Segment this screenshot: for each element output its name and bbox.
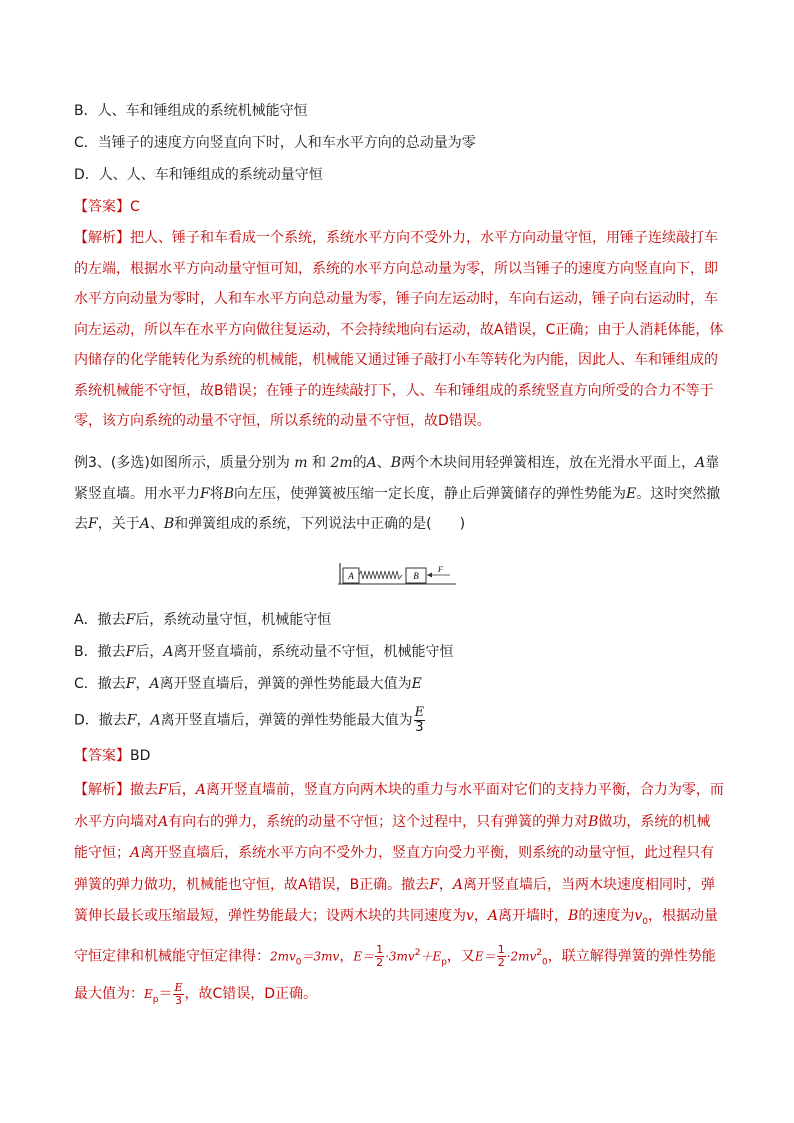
var-a: A	[158, 813, 169, 830]
fraction-e-over-3	[173, 982, 183, 1007]
analysis-text: 守恒定律和机械能守恒定律得：	[74, 948, 270, 965]
subscript: p	[152, 995, 159, 1006]
answer-2	[74, 746, 150, 766]
var-e: E	[411, 676, 422, 692]
fraction-denominator: 2	[497, 956, 505, 970]
answer-label: 【答案】	[74, 748, 130, 764]
spring	[359, 571, 402, 579]
analysis-text: ，根据动量	[648, 908, 718, 924]
option-text: ，	[135, 676, 150, 692]
option-text: C．撤去	[74, 676, 126, 692]
stem-text: 、	[376, 455, 391, 471]
fraction-e-over-3	[414, 706, 426, 735]
var-a: A	[366, 455, 377, 471]
analysis-text: 后，	[167, 782, 196, 798]
analysis-text: 撤去	[130, 782, 158, 798]
analysis-2	[74, 775, 724, 1017]
var-f: F	[125, 644, 136, 660]
fraction-denominator: 3	[415, 720, 424, 735]
stem-text: 和	[312, 455, 327, 471]
var-f: F	[200, 485, 210, 502]
fraction-denominator: 3	[175, 993, 182, 1007]
equation-momentum: 2mv	[270, 949, 296, 964]
var-b: B	[390, 455, 402, 471]
option-c: C．当锤子的速度方向竖直向下时，人和车水平方向的总动量为零	[74, 135, 476, 151]
analysis-text: ，联立解得弹簧的弹性势能最大	[74, 948, 716, 1003]
analysis-1	[74, 223, 724, 437]
equation-momentum: ＝3mv	[301, 949, 340, 964]
var-v0: v	[634, 908, 643, 924]
var-a: A	[487, 908, 499, 924]
var-f: F	[126, 712, 137, 729]
stem-text: 两个木块间用轻弹簧相连，放在光滑水平面上，	[401, 455, 696, 471]
var-f: F	[125, 676, 136, 692]
var-2m: 2m	[330, 455, 353, 471]
q2-option-d	[74, 706, 426, 735]
q2-option-c	[74, 674, 422, 694]
analysis-text: 的速度为	[578, 908, 635, 924]
analysis-text: 有向右的弹力，系统的动量不守恒；这个过程中，只有弹簧的弹力对	[168, 813, 589, 830]
fraction-numerator: E	[174, 980, 183, 994]
var-a: A	[149, 676, 160, 692]
analysis-text: 把人、锤子和车看成一个系统，系统水平方向不受外力，水平方向动量守恒，用锤子连续敲打车的左端，根据水平方向动量守恒可知，系统的水平方向总动量为零，所以当锤子的速度方向竖直向下，即水平方向动量为零时，人和车水平方向总动量为零，锤子向左运动时，车向右运动，锤子向右运动时，车向左运动，所以车在水平方向做往复运动，不会持续地向右运动，故A错误，C正确；由于人消耗体能，体内储存的化学能转化为系统的机械能，机械能又通过锤子敲打小车等转化为内能，因此人、车和锤组成的系统机械能不守恒，故B错误；在锤子的连续敲打下，人、车和锤组成的系统竖直方向所受的合力不等于零，该方向系统的动量不守恒，所以系统的动量不守恒，故D错误。	[74, 230, 724, 429]
superscript: 2	[414, 948, 421, 959]
equation-energy: ·2mv	[506, 949, 537, 964]
q2-option-a	[74, 610, 331, 630]
analysis-text: 弹簧的弹力做功，机械能也守恒，故A错误，B正确。撤去	[74, 876, 430, 893]
var-f: F	[158, 782, 168, 798]
subscript: 0	[542, 957, 548, 968]
analysis-text: ，	[473, 908, 488, 924]
equation-energy: ·3mv	[385, 949, 415, 964]
stem-text: ，关于	[97, 516, 140, 532]
var-b: B	[223, 485, 235, 502]
analysis-text: ，	[438, 876, 453, 893]
option-text: A．撤去	[74, 612, 126, 628]
var-e: E	[626, 485, 637, 502]
stem-text: 、	[149, 516, 164, 532]
var-a: A	[452, 876, 464, 893]
var-f: F	[125, 612, 136, 628]
question-2-stem	[74, 448, 724, 540]
analysis-text: 离开竖直墙前，竖直方向两木块的重力与水平面对它们的支持力平衡，合力为零，	[205, 782, 710, 798]
block-a-label: A	[348, 571, 354, 581]
equation-energy: ＋E	[420, 949, 442, 964]
fraction-half	[375, 944, 384, 969]
stem-text: 靠紧竖直墙。用水平力	[74, 455, 720, 502]
block-b-label: B	[413, 571, 419, 581]
q2-option-b	[74, 642, 453, 662]
answer-1	[74, 197, 140, 217]
fraction-denominator: 2	[376, 956, 384, 970]
force-label: F	[438, 565, 443, 574]
var-b: B	[588, 813, 599, 830]
option-d: D．人、人、车和锤组成的系统动量守恒	[74, 167, 323, 183]
equation-energy: E＝	[353, 949, 375, 964]
option-text: 离开竖直墙前，系统动量不守恒，机械能守恒	[173, 644, 454, 660]
var-b: B	[568, 908, 579, 924]
analysis-text: 离开墙时，	[498, 908, 569, 924]
var-f: F	[429, 876, 439, 893]
stem-text: 。这时突然撤去	[74, 485, 721, 532]
analysis-text: 械能守恒；	[74, 813, 711, 861]
var-a: A	[139, 516, 150, 532]
force-arrowhead	[427, 573, 432, 578]
answer-value: C	[130, 199, 140, 215]
var-a: A	[150, 712, 161, 729]
var-m: m	[294, 455, 308, 471]
option-text: 后，	[135, 644, 164, 660]
option-text: 离开竖直墙后，弹簧的弹性势能最大值为	[160, 712, 413, 729]
fraction-numerator: E	[414, 705, 425, 720]
analysis-text: 簧伸长最长或压缩最短，弹性势能最大；设两木块的共同速度为	[74, 908, 466, 924]
var-a: A	[695, 455, 706, 471]
stem-text: 向左压，使弹簧被压缩一定长度，静止后弹簧储存的弹性势能为	[234, 485, 627, 502]
analysis-label: 【解析】	[74, 230, 130, 246]
var-f: F	[88, 516, 98, 532]
analysis-text: ，	[339, 948, 354, 965]
superscript: 2	[536, 948, 543, 959]
answer-label: 【答案】	[74, 199, 130, 215]
var-a: A	[130, 845, 141, 861]
equation-energy: E＝	[474, 949, 496, 964]
fraction-numerator: 1	[497, 943, 505, 957]
fraction-half	[497, 944, 506, 969]
option-text: ，	[136, 712, 151, 729]
option-text: 离开竖直墙后，弹簧的弹性势能最大值为	[159, 676, 412, 692]
subscript: p	[441, 957, 447, 968]
var-b: B	[163, 516, 175, 532]
stem-text: 将	[209, 485, 224, 502]
analysis-text: 值为：	[102, 986, 144, 1003]
var-a: A	[163, 644, 174, 660]
analysis-label: 【解析】	[74, 782, 130, 798]
analysis-text: 做功，系统的机	[598, 813, 697, 830]
var-v: v	[466, 908, 474, 924]
var-a: A	[195, 782, 206, 798]
subscript: 0	[642, 916, 648, 927]
option-text: 后，系统动量守恒，机械能守恒	[135, 612, 332, 628]
analysis-text: ，又	[446, 948, 475, 965]
equation-result: E	[144, 987, 153, 1002]
option-b: B．人、车和锤组成的系统机械能守恒	[74, 103, 308, 119]
subscript: 0	[295, 957, 302, 968]
spring-block-diagram	[338, 563, 456, 585]
fraction-numerator: 1	[376, 943, 384, 957]
stem-text: 和弹簧组成的系统，下列说法中正确的是( )	[174, 516, 466, 532]
stem-text: 例3、(多选)如图所示，质量分别为	[74, 455, 290, 471]
analysis-text: 离开竖直墙后，系统水平方向不受外力，竖直方向受力平衡，则系统的动量守恒，此过程只有	[140, 845, 715, 861]
answer-value: BD	[130, 748, 151, 764]
equation-result: ＝	[158, 986, 173, 1003]
analysis-text: ，故C错误，D正确。	[184, 986, 318, 1003]
option-text: B．撤去	[74, 644, 126, 660]
analysis-text: 而水平方向墙对	[74, 782, 724, 830]
analysis-text: 离开竖直墙后，当两木块速度相同时，弹	[463, 876, 716, 893]
option-text: D．撤去	[74, 712, 127, 729]
stem-text: 的	[352, 455, 367, 471]
